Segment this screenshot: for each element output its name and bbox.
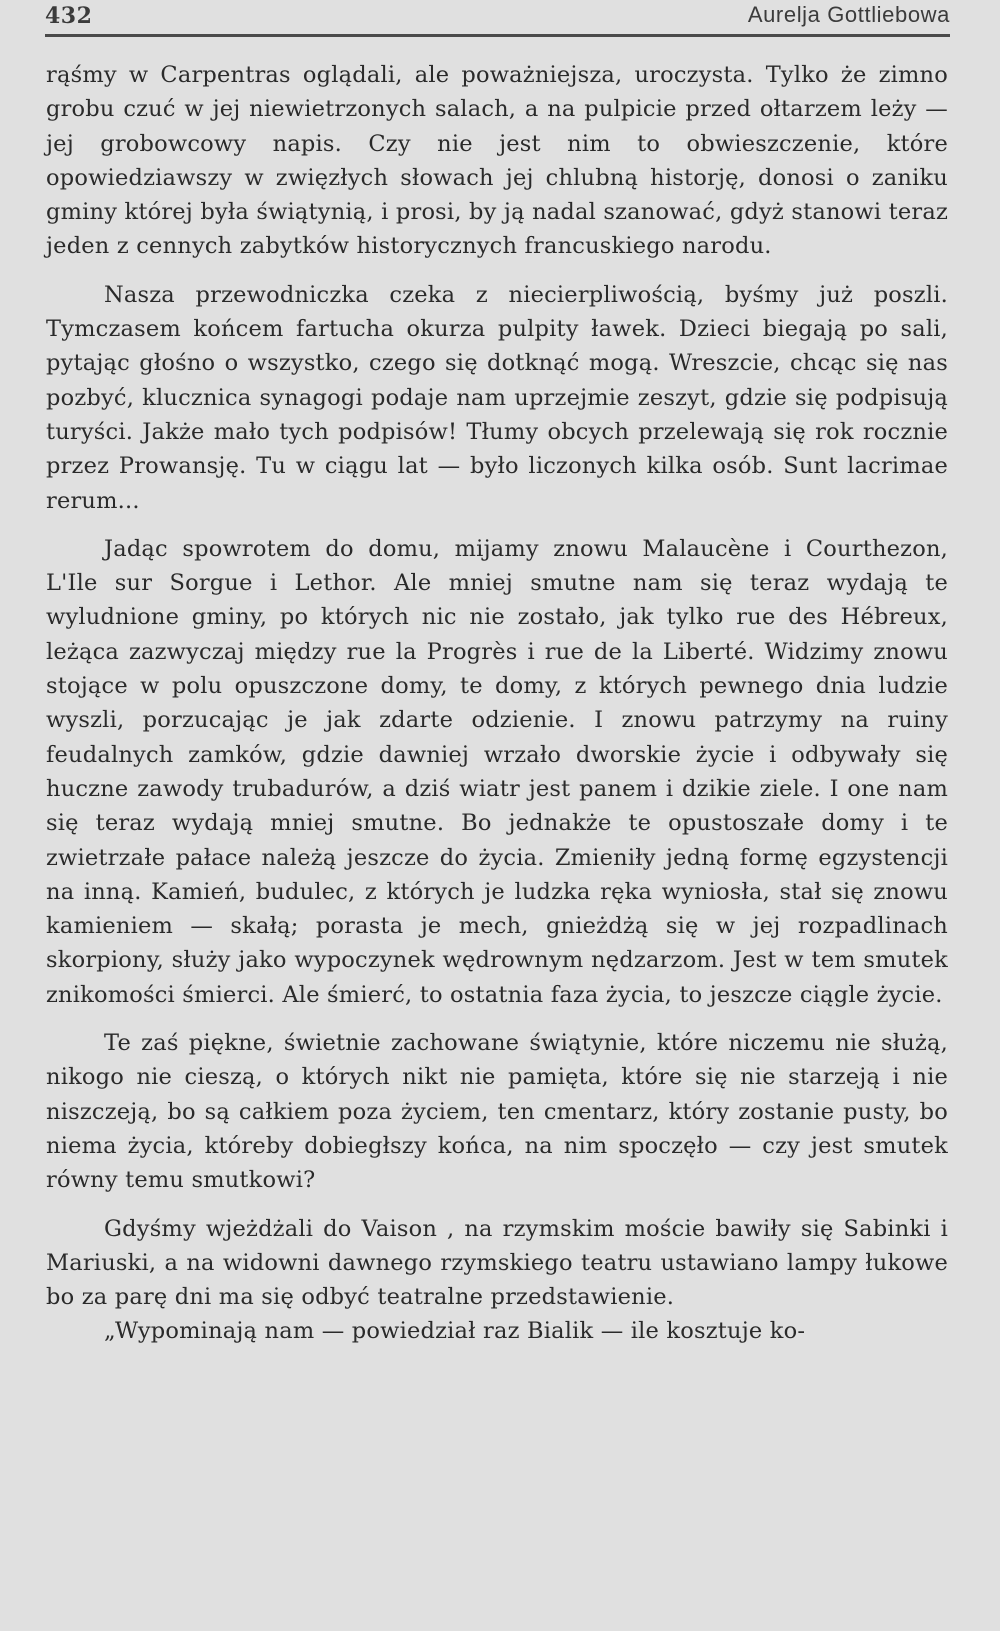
page-body bbox=[46, 58, 948, 1349]
paragraph-guide-waiting: Nasza przewodniczka czeka z niecierpliwością, byśmy już poszli. Tymczasem końcem fartucha okurza pulpity ławek. Dzieci biegają po sali, pytając głośno o wszystko, czego się dotknąć mogą. Wreszcie, chcąc się nas pozbyć, klucznica synagogi podaje nam uprzejmie zeszyt, gdzie się podpisują turyści. Jakże mało tych podpisów! Tłumy obcych przelewają się rok rocznie przez Prowansję. Tu w ciągu lat — było liczonych kilka osób. Sunt lacrimae rerum... bbox=[46, 281, 948, 514]
page-number: 432 bbox=[45, 3, 93, 29]
page-header bbox=[45, 0, 950, 34]
paragraph-bialik-quote: „Wypominają nam — powiedział raz Bialik — ile kosztuje ko- bbox=[104, 1318, 806, 1345]
paragraph-temples: Te zaś piękne, świetnie zachowane świątynie, które niczemu nie służą, nikogo nie cieszą, o których nikt nie pamięta, które się nie starzeją i nie niszczeją, bo są całkiem poza życiem, ten cmentarz, który zostanie pusty, bo niema życia, któreby dobiegłszy końca, na nim spoczęło — czy jest smutek równy temu smutkowi? bbox=[46, 1030, 948, 1194]
header-rule bbox=[45, 34, 950, 37]
running-head-author: Aurelja Gottliebowa bbox=[747, 2, 950, 27]
paragraph-journey-home: Jadąc spowrotem do domu, mijamy znowu Malaucène i Courthezon, L'Ile sur Sorgue i Lethor. Ale mniej smutne nam się teraz wydają te wyludnione gminy, po których nic nie zostało, jak tylko rue des Hébreux, leżąca zazwyczaj między rue la Progrès i rue de la Liberté. Widzimy znowu stojące w polu opuszczone domy, te domy, z których pewnego dnia ludzie wyszli, porzucając je jak zdarte odzienie. I znowu patrzymy na ruiny feudalnych zamków, gdzie dawniej wrzało dworskie życie i odbywały się huczne zawody trubadurów, a dziś wiatr jest panem i dzikie ziele. I one nam się teraz wydają mniej smutne. Bo jednakże te opustoszałe domy i te zwietrzałe pałace należą jeszcze do życia. Zmieniły jedną formę egzystencji na inną. Kamień, budulec, z których je ludzka ręka wyniosła, stał się znowu kamieniem — skałą; porasta je mech, gnieżdżą się w jej rozpadlinach skorpiony, służy jako wypoczynek wędrownym nędzarzom. Jest w tem smutek znikomości śmierci. Ale śmierć, to ostatnia faza życia, to jeszcze ciągle życie. bbox=[46, 535, 948, 1008]
paragraph-continuation: rąśmy w Carpentras oglądali, ale poważniejsza, uroczysta. Tylko że zimno grobu czuć w jej niewietrzonych salach, a na pulpicie przed ołtarzem leży — jej grobowcowy napis. Czy nie jest nim to obwieszczenie, które opowiedziawszy w zwięzłych słowach jej chlubną historję, donosi o zaniku gminy której była świątynią, i prosi, by ją nadal szanować, gdyż stanowi teraz jeden z cennych zabytków historycznych francuskiego narodu. bbox=[46, 62, 948, 260]
paragraph-vaison: Gdyśmy wjeżdżali do Vaison , na rzymskim moście bawiły się Sabinki i Mariuski, a na widowni dawnego rzymskiego teatru ustawiano lampy łukowe bo za parę dni ma się odbyć teatralne przedstawienie. bbox=[46, 1215, 948, 1311]
